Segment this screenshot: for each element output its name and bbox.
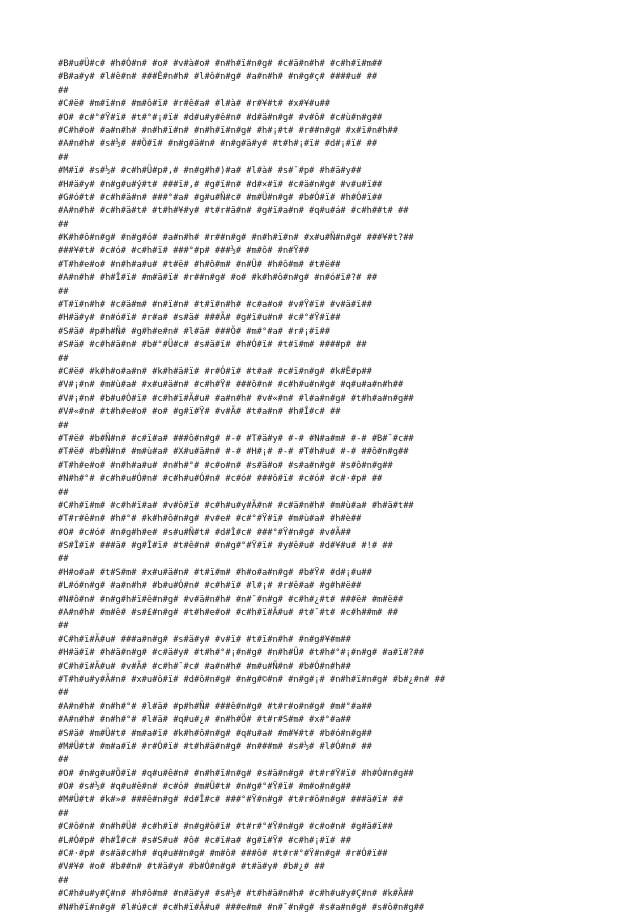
text-line: #V#¡#n# #m#ù#a# #x#u#ä#n# #c#h#Ÿ# ###ô#n# #c#h#u#n#g# #q#u#a#n#h## — [58, 380, 404, 391]
text-line: #N#h#ï#n#g# #l#ú#c# #c#h#ï#Ã#u# ###e#m# #n#¯#n#g# #s#a#n#g# #s#ô#n#g## — [58, 902, 425, 913]
text-line: #C#h#ï#m# #c#h#ï#a# #v#ô#ï# #c#h#u#y#Ã#n# #c#ä#n#h# #m#ù#a# #h#ä#t## — [58, 500, 414, 511]
text-line: ## — [58, 875, 69, 886]
text-line: #M#ï# #s#½# #c#h#Ü#p#,# #n#g#h#)#a# #l#à# #s#¯#p# #h#ä#y## — [58, 166, 362, 177]
text-line: #A#n#h# #h#Î#ï# #m#ä#ï# #r##n#g# #o# #k#h#ô#n#g# #n#ó#ï#?# ## — [58, 273, 378, 284]
text-line: #M#Ü#t# #m#a#ï# #r#Ó#ï# #t#h#ä#n#g# #n###m# #s#½# #l#Ó#n# ## — [58, 741, 372, 752]
text-line: ## — [58, 219, 69, 230]
text-line: #B#a#y# #l#ê#n# ###Ê#n#h# #l#ô#n#g# #a#n#h# #n#g#ç# ####u# ## — [58, 72, 378, 83]
text-line: #C#ë# #m#ï#n# #m#ô#ï# #r#ê#a# #l#à# #r#¥#t# #x#¥#u## — [58, 99, 330, 110]
text-line: ## — [58, 85, 69, 96]
text-line: #M#Ü#t# #k#»# ###ê#n#g# #d#Î#c# ###°#Ÿ#n#g# #t#r#ô#n#g# ###ä#ï# ## — [58, 795, 404, 806]
text-line: ## — [58, 808, 69, 819]
text-line: #O# #n#g#u#Ö#ï# #q#u#ê#n# #n#h#ï#n#g# #s#ä#n#g# #t#r#Ÿ#ï# #h#Ó#n#g## — [58, 768, 414, 779]
text-line: #B#u#Ü#c# #h#Ó#n# #o# #v#à#o# #n#h#ï#n#g# #c#ä#n#h# #c#h#ï#m## — [58, 59, 383, 69]
text-line: #T#h#e#o# #n#h#a#u# #t#ë# #h#ô#m# #n#Ü# #h#ô#m# #t#ë## — [58, 259, 341, 270]
document-text — [58, 58, 618, 915]
text-line: #H#o#a# #t#S#m# #x#u#ä#n# #t#ï#m# #h#o#a#n#g# #b#Ÿ# #d#¡#u## — [58, 567, 372, 578]
text-line: ## — [58, 487, 69, 498]
text-line: #S#ä# #m#Ü#t# #m#a#ï# #k#h#ô#n#g# #q#u#a# #m#¥#t# #b#ó#n#g## — [58, 728, 372, 739]
text-line: #C#h#ï#Ã#u# ###a#n#g# #s#ä#y# #v#ï# #t#ï#n#h# #n#g#¥#m## — [58, 634, 351, 645]
text-line: #C#ë# #k#h#o#a#n# #k#h#ä#ï# #r#Ó#ï# #t#a# #c#ï#n#g# #k#Ê#p## — [58, 366, 372, 377]
text-line: #T#ë# #b#Ñ#n# #m#ù#a# #X#u#ä#n# #-# #H#¡# #-# #T#h#u# #-# ##ô#n#g## — [58, 447, 409, 458]
text-line: #C#ô#n# #n#h#Ü# #c#h#ï# #n#g#ô#ï# #t#r#°#Ÿ#n#g# #c#o#n# #g#ä#ï## — [58, 822, 393, 833]
text-line: #C#h#ï#Ã#u# #v#Ã# #c#h#¯#c# #a#n#h# #m#u#Ñ#n# #b#Ó#n#h## — [58, 661, 351, 672]
text-line: #C#h#o# #a#n#h# #n#h#ï#n# #n#h#ï#n#g# #h#¡#t# #r##n#g# #x#ï#n#h## — [58, 125, 398, 136]
text-line: #S#ä# #p#h#Ñ# #g#h#e#n# #l#ä# ###Ö# #m#°#a# #r#¡#ï## — [58, 326, 330, 337]
text-line: #H#ä#ï# #h#ä#n#g# #c#ä#y# #t#h#°#¡#n#g# #n#h#Ü# #t#h#°#¡#n#g# #a#ï#?## — [58, 648, 425, 659]
text-line: #A#n#h# #s#½# ##Ö#ï# #n#g#ä#n# #n#g#ä#y# #t#h#¡#ï# #d#¡#ï# ## — [58, 139, 378, 150]
text-line: #N#h#°# #c#h#u#Ó#n# #c#h#u#Ó#n# #c#ó# ###ô#ï# #c#ó# #c#·#p# ## — [58, 474, 383, 485]
text-line: #L#ó#n#g# #a#n#h# #b#u#Ó#n# #c#h#ï# #l#¡# #r#ê#a# #g#h#ë## — [58, 581, 362, 592]
text-line: ###¥#t# #c#ó# #c#h#ï# ###°#p# ###½# #m#ô# #n#Ÿ## — [58, 246, 310, 257]
text-line: #H#ä#y# #n#g#u#ý#t# ###ï#,# #g#ï#n# #d#×#ï# #c#ä#n#g# #v#u#ï## — [58, 179, 383, 190]
text-line: #C#·#p# #s#ä#c#h# #q#u##n#g# #m#ô# ###ô# #t#r#°#Ÿ#n#g# #r#Ó#ï## — [58, 849, 388, 860]
text-line: ## — [58, 621, 69, 632]
text-line: #N#ô#n# #n#g#h#ï#ê#n#g# #v#ä#n#h# #n#¯#n#g# #c#h#¿#t# ###ë# #m#ë## — [58, 594, 404, 605]
text-line: #V#¥# #o# #b##n# #t#ä#y# #b#Ó#n#g# #t#ä#y# #b#¿# ## — [58, 862, 325, 873]
text-line: #O# #c#°#Ÿ#ï# #t#°#¡#ï# #d#u#y#ê#n# #d#ä#n#g# #v#ô# #c#ù#n#g## — [58, 112, 383, 123]
text-line: #T#ï#n#h# #c#ä#m# #n#ï#n# #t#ï#n#h# #c#a#o# #v#Ÿ#ï# #v#ä#ï## — [58, 300, 372, 311]
text-line: ## — [58, 286, 69, 297]
text-line: #C#h#u#y#Ç#n# #h#ô#m# #n#ä#y# #s#½# #t#h#ä#n#h# #c#h#u#y#Ç#n# #k#Ã## — [58, 889, 414, 900]
text-line: #A#n#h# #c#h#ä#t# #t#h#¥#y# #t#r#ä#n# #g#ï#a#n# #q#u#á# #c#h##t# ## — [58, 206, 409, 217]
text-line: #O# #c#ó# #n#g#h#e# #s#u#Ñ#t# #d#Î#c# ###°#Ÿ#n#g# #v#Ã## — [58, 527, 351, 538]
text-line: #T#ë# #b#Ñ#n# #c#ï#a# ###ô#n#g# #-# #T#ä#y# #-# #N#a#m# #-# #B#¯#c## — [58, 433, 414, 444]
text-line: #T#r#ê#n# #h#°# #k#h#ô#n#g# #v#e# #c#°#Ÿ#ï# #m#ù#a# #h#è## — [58, 514, 362, 525]
text-line: #T#h#e#o# #n#h#a#u# #n#h#°# #c#o#n# #s#ä#o# #s#a#n#g# #s#ô#n#g## — [58, 460, 393, 471]
text-line: #G#ó#t# #c#h#ä#n# ###°#a# #g#u#Ñ#c# #m#Ü#n#g# #b#Ó#ï# #h#Ó#ï## — [58, 192, 383, 203]
text-line: ## — [58, 755, 69, 766]
text-line: #H#ä#y# #n#ó#ï# #r#a# #s#ä# ###Ã# #g#ï#u#n# #c#°#Ÿ#ï## — [58, 313, 341, 324]
text-line: #O# #s#½# #q#u#ê#n# #c#ó# #m#Ü#t# #n#g#°#Ÿ#ï# #m#o#n#g## — [58, 782, 351, 793]
text-line: #T#h#u#y#Ã#n# #x#u#ô#ï# #d#ô#n#g# #n#g#©#n# #n#g#¡# #n#h#ï#n#g# #b#¿#n# ## — [58, 674, 446, 685]
text-line: #L#Ó#p# #h#Î#c# #s#S#u# #ô# #c#ï#a# #g#ï#Ÿ# #c#h#¡#ï# ## — [58, 835, 351, 846]
text-line: ## — [58, 554, 69, 565]
text-line: ## — [58, 353, 69, 364]
text-line: #A#n#h# #n#h#°# #l#ä# #q#u#¿# #n#h#Ö# #t#r#S#m# #x#°#a## — [58, 715, 351, 726]
text-line: ## — [58, 688, 69, 699]
text-line: #A#n#h# #m#ê# #s#£#n#g# #t#h#e#o# #c#h#ï#Ã#u# #t#¯#t# #c#h##m# ## — [58, 608, 398, 619]
text-line: ## — [58, 420, 69, 431]
text-line: #V#¡#n# #b#u#Ó#ï# #c#h#ï#Ã#u# #a#n#h# #v#«#n# #l#a#n#g# #t#h#a#n#g## — [58, 393, 414, 404]
text-line: #S#ä# #c#h#ä#n# #b#°#Ü#c# #s#ä#ï# #h#Ó#ï# #t#ï#m# ####p# ## — [58, 340, 367, 351]
text-line: ## — [58, 152, 69, 163]
text-line: #S#Î#ï# ###ä# #g#Î#ï# #t#ê#n# #n#g#°#Ÿ#ï# #y#ê#u# #d#¥#u# #!# ## — [58, 541, 393, 552]
text-line: #K#h#ô#n#g# #n#g#ó# #a#n#h# #r##n#g# #n#h#ï#n# #x#u#Ñ#n#g# ###¥#t?## — [58, 233, 414, 244]
text-line: #A#n#h# #n#h#°# #l#ä# #p#h#Ñ# ###ê#n#g# #t#r#o#n#g# #m#°#a## — [58, 701, 372, 712]
text-line: #V#«#n# #t#h#e#o# #o# #g#ï#Ÿ# #v#Ã# #t#a#n# #h#Î#c# ## — [58, 407, 341, 418]
